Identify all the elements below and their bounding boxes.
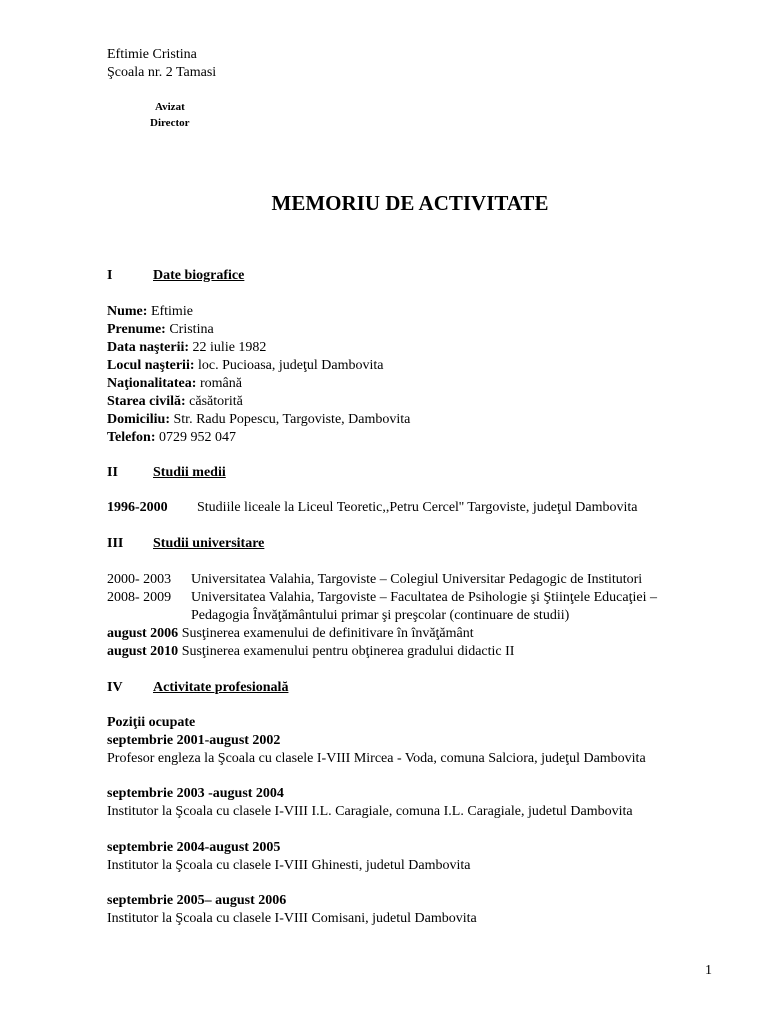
section-heading-university — [107, 535, 264, 553]
section-heading-biographic — [107, 267, 244, 285]
section-number: IV — [107, 680, 123, 695]
university-entry — [107, 589, 657, 607]
position-period: septembrie 2004-august 2005 — [107, 840, 281, 855]
secondary-studies-row — [107, 499, 637, 517]
section-number: III — [107, 536, 124, 551]
field-row — [107, 321, 214, 339]
section-title: Date biografice — [153, 268, 245, 283]
section-heading-secondary — [107, 464, 226, 482]
field-value: 0729 952 047 — [158, 430, 236, 445]
exam-row — [107, 643, 514, 661]
field-row — [107, 375, 242, 393]
field-row — [107, 411, 410, 429]
position-text: Profesor engleza la Şcoala cu clasele I-VIII Mircea - Voda, comuna Salciora, judeţul Dambovita — [107, 751, 646, 766]
avizat-label: Avizat — [155, 101, 185, 113]
field-value: română — [199, 376, 242, 391]
exam-text: Susţinerea examenului pentru obţinerea gradului didactic II — [181, 644, 515, 659]
position-text: Institutor la Şcoala cu clasele I-VIII Ghinesti, judetul Dambovita — [107, 858, 471, 873]
exam-date: august 2010 — [107, 644, 179, 659]
university-entry-continuation: Pedagogia Învăţământului primar şi preşcolar (continuare de studii) — [191, 608, 570, 623]
study-years: 1996-2000 — [107, 500, 168, 515]
section-title: Activitate profesională — [153, 680, 289, 695]
field-value: loc. Pucioasa, judeţul Dambovita — [198, 358, 384, 373]
study-text: Studiile liceale la Liceul Teoretic,,Petru Cercel'' Targoviste, judeţul Dambovita — [197, 500, 638, 515]
exam-row — [107, 625, 474, 643]
field-value: căsătorită — [189, 394, 243, 409]
section-title: Studii medii — [153, 465, 226, 480]
director-label: Director — [150, 117, 190, 129]
field-label: Telefon: — [107, 430, 156, 445]
position-period: septembrie 2005– august 2006 — [107, 893, 287, 908]
field-label: Locul naşterii: — [107, 358, 195, 373]
position-period: septembrie 2003 -august 2004 — [107, 786, 284, 801]
field-row — [107, 339, 266, 357]
field-row — [107, 303, 193, 321]
section-heading-professional — [107, 679, 288, 697]
study-text: Universitatea Valahia, Targoviste – Colegiul Universitar Pedagogic de Institutori — [191, 572, 643, 587]
position-period: septembrie 2001-august 2002 — [107, 733, 281, 748]
field-value: Str. Radu Popescu, Targoviste, Dambovita — [173, 412, 411, 427]
field-label: Naţionalitatea: — [107, 376, 197, 391]
study-years: 2000- 2003 — [107, 572, 172, 587]
field-value: 22 iulie 1982 — [192, 340, 267, 355]
field-label: Data naşterii: — [107, 340, 190, 355]
field-value: Eftimie — [150, 304, 193, 319]
study-years: 2008- 2009 — [107, 590, 172, 605]
page-number: 1 — [705, 963, 712, 978]
author-name: Eftimie Cristina — [107, 47, 197, 62]
exam-date: august 2006 — [107, 626, 179, 641]
page-title: MEMORIU DE ACTIVITATE — [271, 191, 549, 215]
section-title: Studii universitare — [153, 536, 265, 551]
field-label: Nume: — [107, 304, 148, 319]
section-number: II — [107, 465, 118, 480]
field-value: Cristina — [169, 322, 214, 337]
field-row — [107, 393, 243, 411]
field-label: Starea civilă: — [107, 394, 186, 409]
study-text: Universitatea Valahia, Targoviste – Facultatea de Psihologie şi Ştiinţele Educaţiei – — [191, 590, 657, 605]
positions-subtitle: Poziţii ocupate — [107, 715, 196, 730]
school-name: Şcoala nr. 2 Tamasi — [107, 65, 217, 80]
field-row — [107, 429, 236, 447]
field-row — [107, 357, 383, 375]
field-label: Prenume: — [107, 322, 166, 337]
position-text: Institutor la Şcoala cu clasele I-VIII Comisani, judetul Dambovita — [107, 911, 477, 926]
university-entry — [107, 571, 642, 589]
exam-text: Susţinerea examenului de definitivare în învăţământ — [181, 626, 474, 641]
position-text: Institutor la Şcoala cu clasele I-VIII I.L. Caragiale, comuna I.L. Caragiale, judetul Dambovita — [107, 804, 633, 819]
field-label: Domiciliu: — [107, 412, 170, 427]
section-number: I — [107, 268, 113, 283]
